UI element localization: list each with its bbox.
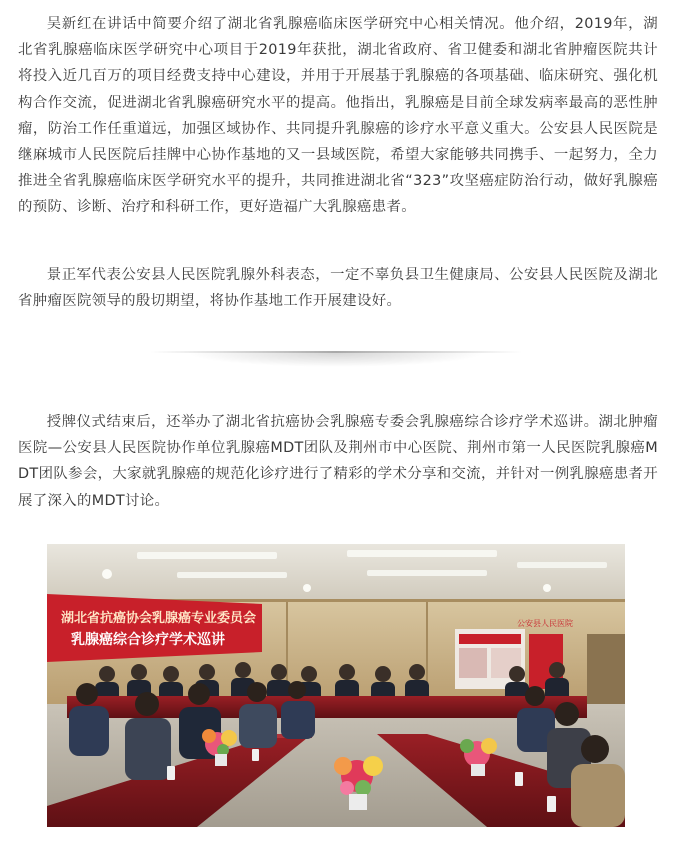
paragraph-academic-tour: 授牌仪式结束后，还举办了湖北省抗癌协会乳腺癌专委会乳腺癌综合诊疗学术巡讲。湖北肿瘤医院—公安县人民医院协作单位乳腺癌MDT团队及荆州市中心医院、荆州市第一人民医院乳腺癌MDT团队参会，大家就乳腺癌的规范化诊疗进行了精彩的学术分享和交流，并针对一例乳腺癌患者开展了深入的MDT讨论。: [18, 414, 658, 509]
banner: [47, 594, 262, 662]
wall-text: 公安县人民医院: [517, 619, 573, 628]
paragraph-statement: 景正军代表公安县人民医院乳腺外科表态，一定不辜负县卫生健康局、公安县人民医院及湖北省肿瘤医院领导的殷切期望，将协作基地工作开展建设好。: [18, 267, 658, 310]
meeting-photo: [47, 544, 625, 827]
section-divider: [150, 338, 522, 368]
paragraph-intro: 吴新红在讲话中简要介绍了湖北省乳腺癌临床医学研究中心相关情况。他介绍，2019年，湖北省乳腺癌临床医学研究中心项目于2019年获批，湖北省政府、省卫健委和湖北省肿瘤医院共计将投入近几百万的项目经费支持中心建设，并用于开展基于乳腺癌的各项基础、临床研究、强化机构合作交流，促进湖北省乳腺癌研究水平的提高。他指出，乳腺癌是目前全球发病率最高的恶性肿瘤，防治工作任重道远，加强区域协作、共同提升乳腺癌的诊疗水平意义重大。公安县人民医院是继麻城市人民医院后挂牌中心协作基地的又一县域医院，希望大家能够共同携手、一起努力，全力推进全省乳腺癌临床医学研究水平的提升，共同推进湖北省“323”攻坚癌症防治行动，做好乳腺癌的预防、诊断、治疗和科研工作，更好造福广大乳腺癌患者。: [18, 16, 658, 216]
banner-line-1: 湖北省抗癌协会乳腺癌专业委员会: [61, 611, 257, 626]
meeting-photo-illustration: [47, 544, 625, 827]
banner-line-2: 乳腺癌综合诊疗学术巡讲: [71, 632, 225, 648]
